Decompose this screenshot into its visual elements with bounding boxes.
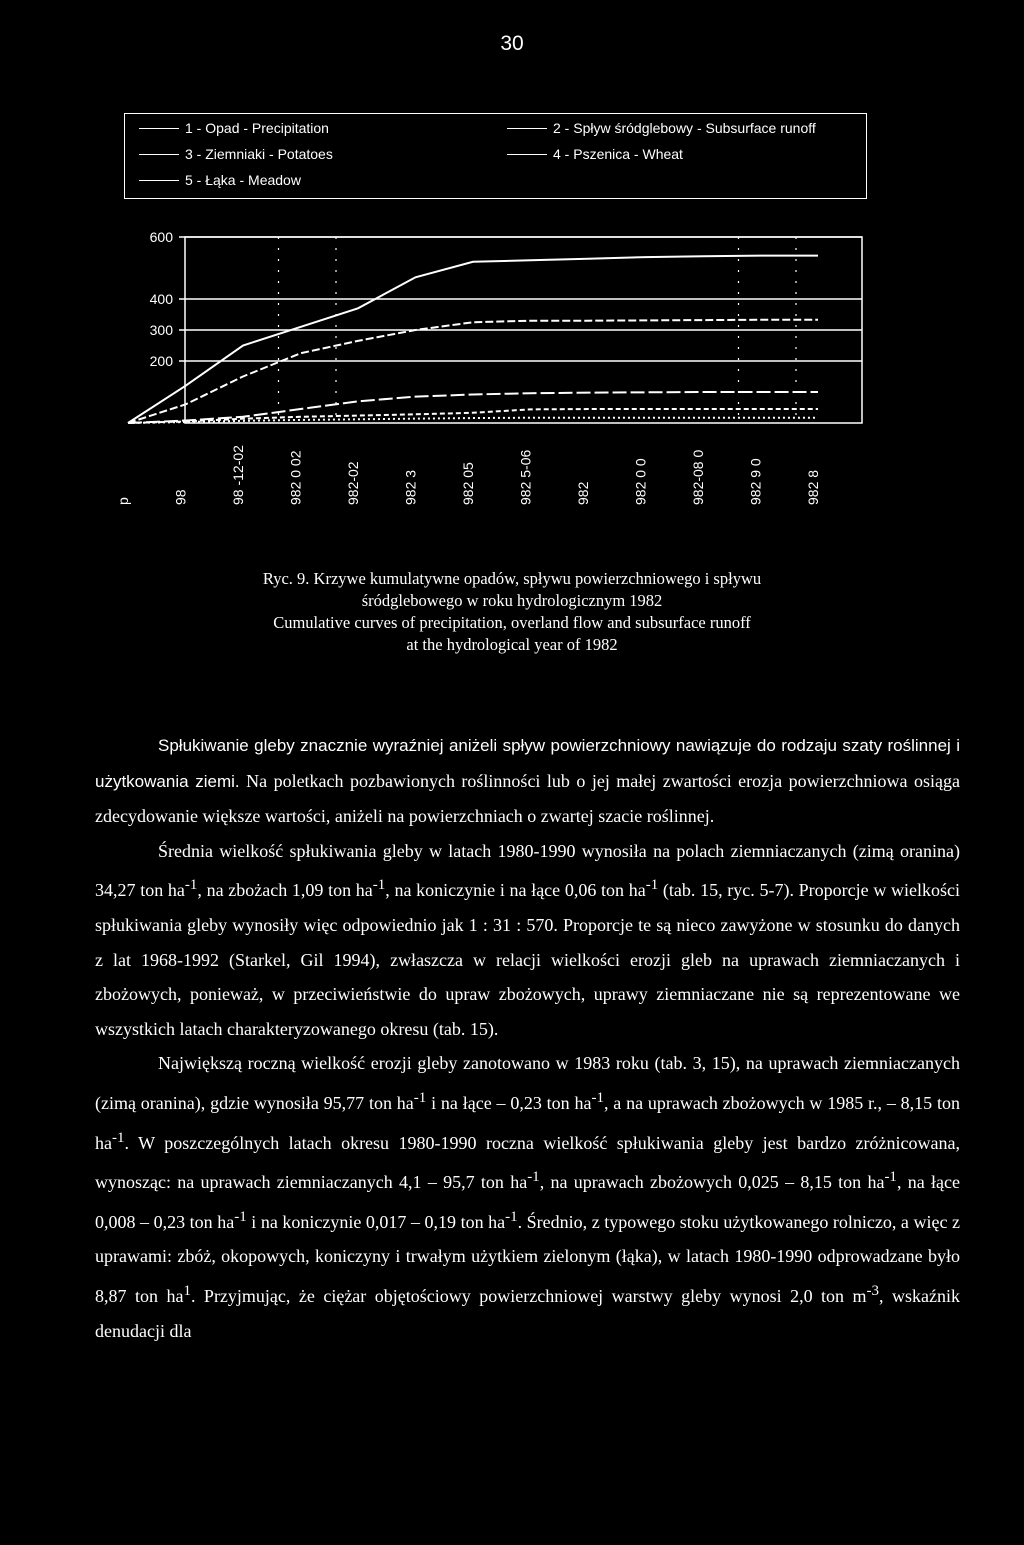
- x-tick-label: 982: [575, 481, 591, 505]
- caption-line: Cumulative curves of precipitation, overland flow and subsurface runoff: [273, 613, 751, 632]
- legend-label: 4 - Pszenica - Wheat: [553, 146, 683, 162]
- paragraph-text: Największą roczną wielkość erozji gleby zanotowano w 1983 roku (tab. 3, 15), na uprawach ziemniaczanych (zimą oranina), gdzie wynosiła 95,77 ton ha: [95, 1053, 960, 1113]
- superscript: -1: [527, 1169, 540, 1186]
- legend-label: 5 - Łąka - Meadow: [185, 172, 301, 188]
- series-line: [128, 409, 818, 423]
- x-tick-label: 982-02: [345, 461, 361, 505]
- paragraph-text: . Przyjmując, że ciężar objętościowy powierzchniowej warstwy gleby wynosi 2,0 ton m: [190, 1285, 867, 1306]
- y-tick-label: 300: [149, 322, 173, 338]
- caption-line: śródglebowego w roku hydrologicznym 1982: [361, 591, 663, 610]
- superscript: 1: [183, 1282, 191, 1299]
- paragraph-text: i na koniczynie 0,017 – 0,19 ton ha: [246, 1211, 506, 1232]
- x-tick-label: 982-08 0: [690, 449, 706, 505]
- x-tick-label: 98: [172, 489, 189, 505]
- y-tick-label: 200: [149, 353, 173, 369]
- x-tick-label: 982 9 0: [747, 458, 764, 505]
- cumulative-chart: [0, 0, 1024, 560]
- x-tick-label: 982 05: [460, 462, 476, 505]
- paragraph-text: , a na uprawach zbożowych w 1985 r., – 8,15 ton ha: [95, 1092, 960, 1153]
- superscript: -1: [372, 877, 386, 894]
- caption-line: at the hydrological year of 1982: [406, 635, 618, 654]
- paragraph-text: , na koniczynie i na łące 0,06 ton ha: [385, 880, 646, 901]
- figure-caption: [0, 568, 1024, 656]
- paragraph-text: i na łące – 0,23 ton ha: [426, 1092, 592, 1113]
- body-text: [95, 728, 960, 1348]
- x-tick-label: 982 8: [805, 469, 821, 505]
- series-line: [128, 320, 818, 423]
- x-tick-label: 98 -12-02: [230, 445, 246, 505]
- superscript: -1: [184, 877, 198, 894]
- legend-label: 1 - Opad - Precipitation: [185, 120, 329, 136]
- paragraph-text: . Średnio, z typowego stoku użytkowanego rolniczo, a więc z uprawami: zbóż, okopowych, koniczyny i trwałym użytkiem zielonym (łąka), w latach 1980-1990 odprowadzane było 8,87 ton ha: [95, 1211, 960, 1306]
- paragraph-text: Na poletkach pozbawionych roślinności lub o jej małej zwartości erozja powierzchniowa osiąga zdecydowanie większe wartości, aniżeli na powierzchniach o zwartej szacie roślinnej.: [95, 770, 961, 827]
- y-tick-label: 400: [149, 291, 173, 307]
- paragraph-text: . W poszczególnych latach okresu 1980-1990 roczna wielkość spłukiwania gleby jest bardzo zróżnicowana, wynosząc: na uprawach ziemniaczanych 4,1 – 95,7 ton ha: [95, 1132, 960, 1193]
- superscript: -1: [591, 1089, 604, 1106]
- paragraph-text: , na uprawach zbożowych 0,025 – 8,15 ton ha: [539, 1172, 885, 1193]
- legend-label: 2 - Spływ śródglebowy - Subsurface runoff: [553, 120, 816, 136]
- superscript: -3: [866, 1282, 880, 1299]
- paragraph-text: Spłukiwanie gleby znacznie wyraźniej aniżeli spływ powierzchniowy nawiązuje do rodzaju szaty roślinnej i użytkowania ziemi.: [95, 736, 960, 791]
- page-number: 30: [500, 32, 524, 55]
- caption-line: Ryc. 9. Krzywe kumulatywne opadów, spływu powierzchniowego i spływu: [262, 569, 762, 588]
- x-tick-label: p: [115, 497, 131, 505]
- paragraph: [95, 1046, 960, 1348]
- x-tick-label: 982 3: [402, 469, 419, 505]
- paragraph: [95, 728, 960, 834]
- superscript: -1: [884, 1169, 897, 1186]
- superscript: -1: [413, 1089, 427, 1106]
- x-tick-label: 982 0 02: [287, 450, 304, 505]
- x-tick-label: 982 5-06: [517, 449, 534, 505]
- superscript: -1: [505, 1208, 518, 1225]
- superscript: -1: [112, 1129, 125, 1146]
- legend-label: 3 - Ziemniaki - Potatoes: [185, 146, 333, 162]
- paragraph-text: , wskaźnik denudacji dla: [95, 1285, 961, 1341]
- series-line: [128, 256, 818, 423]
- superscript: -1: [234, 1208, 247, 1225]
- x-tick-label: 982 0 0: [632, 458, 649, 505]
- y-tick-label: 600: [149, 229, 173, 245]
- paragraph-text: (tab. 15, ryc. 5-7). Proporcje w wielkości spłukiwania gleby wynosiły więc odpowiednio jak 1 : 31 : 570. Proporcje te są nieco zawyżone w stosunku do danych z lat 1968-1992 (Starkel, Gil 1994), zwłaszcza w relacji wielkości erozji gleb na uprawach ziemniaczanych i zbożowych, ponieważ, w przeciwieństwie do upraw zbożowych, uprawy ziemniaczane nie są reprezentowane we wszystkich latach charakteryzowanego okresu (tab. 15).: [95, 880, 960, 1039]
- paragraph-text: Średnia wielkość spłukiwania gleby w latach 1980-1990 wynosiła na polach ziemniaczanych (zimą oranina) 34,27 ton ha: [95, 840, 960, 901]
- paragraph-text: , na łące 0,008 – 0,23 ton ha: [95, 1172, 960, 1232]
- superscript: -1: [645, 877, 659, 894]
- paragraph-text: , na zbożach 1,09 ton ha: [197, 880, 373, 901]
- paragraph: [95, 834, 960, 1047]
